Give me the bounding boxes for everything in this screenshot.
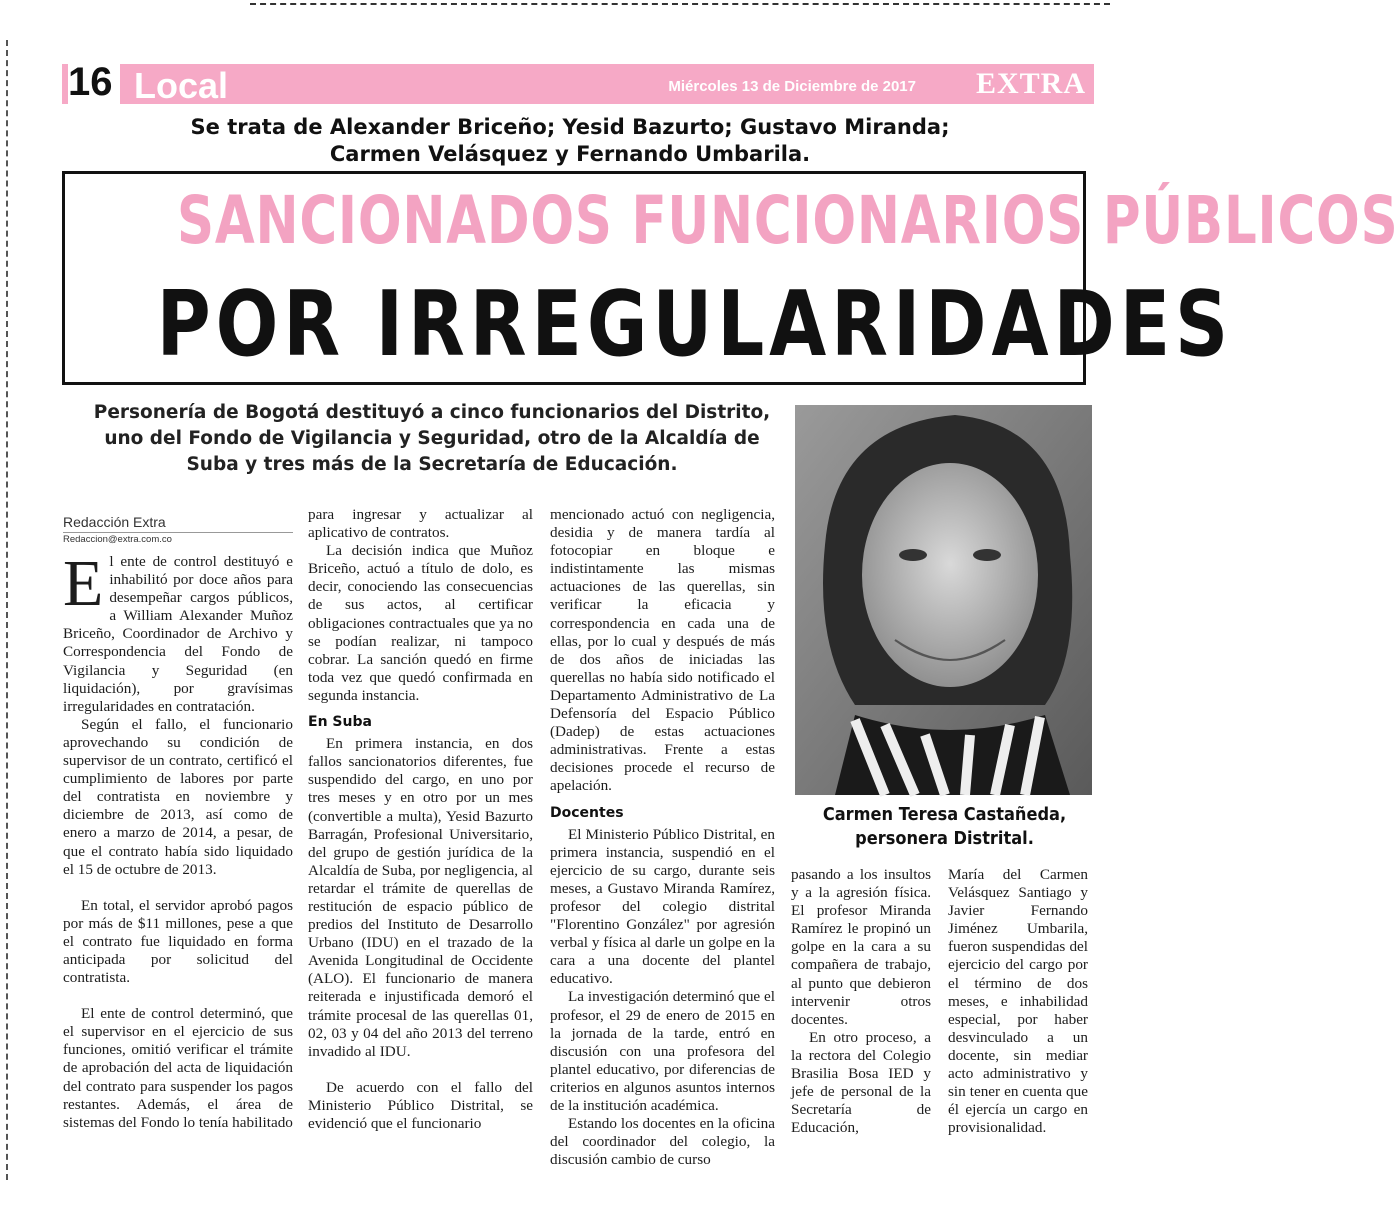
headline-line-1: SANCIONADOS FUNCIONARIOS PÚBLICOS: [176, 182, 1398, 259]
issue-date: Miércoles 13 de Diciembre de 2017: [668, 78, 916, 95]
page-number: 16: [68, 60, 120, 104]
portrait-photo: [795, 405, 1092, 795]
paragraph: En total, el servidor aprobó pagos por más de $11 millones, pese a que el contrato fue liquidado en forma anticipada por solicitud del contratista.: [63, 896, 293, 987]
paragraph: pasando a los insultos y a la agresión física. El profesor Miranda Ramírez le propinó un golpe en la cara a su compañera de trabajo, al punto que debieron intervenir otros docentes.: [791, 866, 931, 1028]
article-column-4: [791, 866, 931, 1137]
page-header-bar: [62, 60, 1094, 106]
paragraph: La decisión indica que Muñoz Briceño, actuó a título de dolo, es decir, conociendo las consecuencias de sus actos, al certificar obligaciones contractuales que ya no se podían realizar, ni tampoco cobrar. La sanción quedó en firme toda vez que quedó confirmada en segunda instancia.: [308, 542, 533, 704]
paragraph: para ingresar y actualizar al aplicativo de contratos.: [308, 506, 533, 542]
section-heading: Docentes: [550, 804, 624, 821]
section-heading: En Suba: [308, 714, 372, 731]
newspaper-logo: EXTRA: [975, 67, 1086, 100]
portrait-image: [795, 405, 1092, 795]
paragraph: Estando los docentes en la oficina del coordinador del colegio, la discusión cambio de curso: [550, 1115, 775, 1169]
photo-caption: [812, 803, 1078, 851]
byline-email: Redaccion@extra.com.co: [63, 532, 293, 545]
subheadline-line-2: Carmen Velásquez y Fernando Umbarila.: [329, 142, 811, 166]
headline-box: [62, 171, 1398, 385]
article-lead: Personería de Bogotá destituyó a cinco funcionarios del Distrito, uno del Fondo de Vigilancia y Seguridad, otro de la Alcaldía de Suba y tres más de la Secretaría de Educación.: [93, 402, 771, 475]
article-column-1: [63, 547, 293, 1132]
paragraph: mencionado actuó con negligencia, desidia y de manera tardía al fotocopiar en bloque e indistintamente las mismas actuaciones de las querellas, sin verificar la eficacia y correspondencia en cada una de ellas, por lo cual y después de más de dos años de iniciadas las querellas no había sido notificado el Departamento Administrativo de La Defensoría del Espacio Público (Dadep) de estas actuaciones administrativas. Frente a estas decisiones procede el recurso de apelación.: [550, 506, 775, 795]
headline-line-2: POR IRREGULARIDADES: [156, 272, 1234, 377]
scan-edge-marks: [250, 3, 1110, 5]
photo-caption-line-2: personera Distrital.: [855, 828, 1034, 849]
paragraph: En primera instancia, en dos fallos sancionatorios diferentes, fue suspendido del cargo, en uno por tres meses y en otro por un mes (convertible a multa), Yesid Bazurto Barragán, Profesional Universitario, del grupo de gestión jurídica de la Alcaldía de Suba, por negligencia, al retardar el trámite de querellas de restitución de espacio público de predios del Instituto de Desarrollo Urbano (IDU) en el trazado de la Avenida Longitudinal de Occidente (ALO). El funcionario de manera reiterada e injustificada demoró el trámite procesal de las querellas 01, 02, 03 y 04 del año 2013 del terreno invadido al IDU.: [308, 735, 533, 1060]
paragraph: El Ministerio Público Distrital, en primera instancia, suspendió en el ejercicio de su cargo, durante seis meses, a Gustavo Miranda Ramírez, profesor del colegio distrital "Florentino González" por agresión verbal y física al darle un golpe en la cara a una docente del plantel educativo.: [550, 825, 775, 988]
paragraph: María del Carmen Velásquez Santiago y Javier Fernando Jiménez Umbarila, fueron suspendidas del ejercicio del cargo por el término de dos meses, e inhabilidad especial, por haber desvinculado a un docente, sin mediar acto administrativo y sin tener en cuenta que él ejercía un cargo en provisionalidad.: [948, 866, 1088, 1137]
drop-cap: E: [63, 547, 104, 620]
byline-author: Redacción Extra: [63, 514, 166, 530]
section-name: Local: [134, 65, 229, 106]
article-column-3: [550, 506, 775, 1169]
paragraph: De acuerdo con el fallo del Ministerio Público Distrital, se evidenció que el funcionario: [308, 1078, 533, 1132]
paragraph: Según el fallo, el funcionario aprovechando su condición de supervisor de un contrato, certificó el cumplimiento de labores por parte del contratista en noviembre y diciembre de 2013, así como de enero a marzo de 2014, a pesar, de que el contrato había sido liquidado el 15 de octubre de 2013.: [63, 715, 293, 878]
paragraph: [63, 547, 293, 716]
photo-caption-line-1: Carmen Teresa Castañeda,: [822, 804, 1067, 825]
article-column-5: [948, 866, 1088, 1137]
subheadline-line-1: Se trata de Alexander Briceño; Yesid Bazurto; Gustavo Miranda;: [190, 115, 950, 139]
subheadline: [120, 114, 1020, 168]
scan-margin-marks: [6, 40, 8, 1180]
paragraph: El ente de control determinó, que el supervisor en el ejercicio de sus funciones, omitió verificar el trámite de aprobación del acta de liquidación del contrato para suspender los pagos restantes. Además, el área de sistemas del Fondo lo tenía habilitado: [63, 1005, 293, 1131]
paragraph-text: l ente de control destituyó e inhabilitó por doce años para desempeñar cargos públicos, a William Alexander Muñoz Briceño, Coordinador de Archivo y Correspondencia del Fondo de Vigilancia y Seguridad (en liquidación), por gravísimas irregularidades en contratación.: [63, 553, 293, 715]
paragraph: En otro proceso, a la rectora del Colegio Brasilia Bosa IED y jefe de personal de la Secretaría de Educación,: [791, 1028, 931, 1137]
article-column-2: [308, 506, 533, 1133]
paragraph: La investigación determinó que el profesor, el 29 de enero de 2015 en la jornada de la tarde, entró en discusión con una profesora del plantel educativo, por diferencias de criterios en algunos asuntos internos de la institución académica.: [550, 988, 775, 1114]
